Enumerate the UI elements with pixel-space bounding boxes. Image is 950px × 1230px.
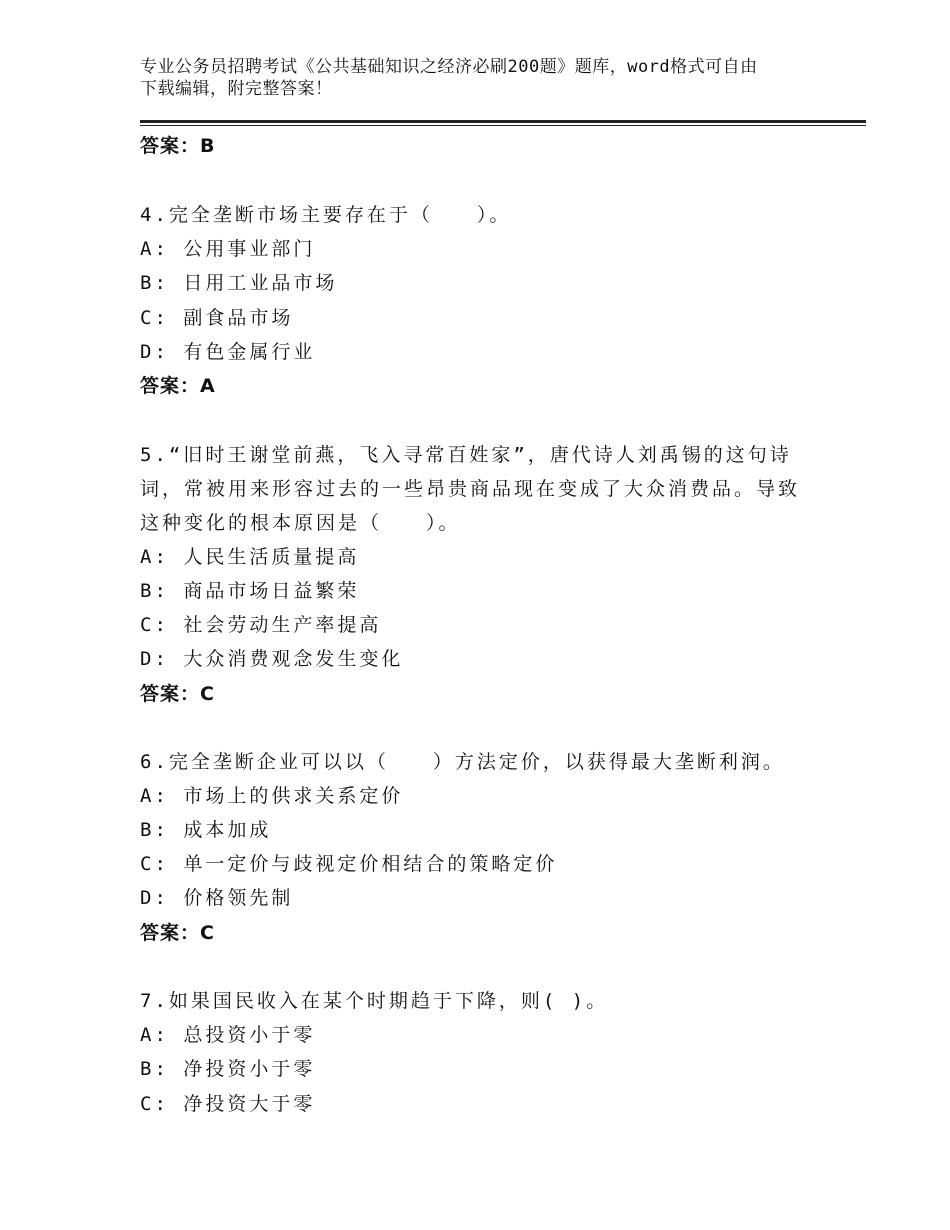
question-7-option-a: A: 总投资小于零: [140, 1024, 316, 1046]
answer-q6: 答案：C: [140, 922, 215, 944]
question-5-option-a: A: 人民生活质量提高: [140, 546, 360, 568]
question-6-option-a: A: 市场上的供求关系定价: [140, 785, 404, 807]
header-line-1: 专业公务员招聘考试《公共基础知识之经济必刷200题》题库，word格式可自由: [140, 57, 758, 77]
answer-q3: 答案：B: [140, 135, 216, 157]
page-header: [140, 56, 820, 100]
question-6-option-c: C: 单一定价与歧视定价相结合的策略定价: [140, 853, 558, 875]
answer-q5: 答案：C: [140, 683, 215, 705]
question-5-option-d: D: 大众消费观念发生变化: [140, 648, 404, 670]
header-line-2: 下载编辑，附完整答案！: [140, 79, 333, 99]
question-4-option-c: C: 副食品市场: [140, 307, 294, 329]
question-5-stem-line-3: 这种变化的根本原因是（ ）。: [140, 512, 461, 534]
answer-q4: 答案：A: [140, 375, 216, 397]
question-7-option-b: B: 净投资小于零: [140, 1058, 316, 1080]
question-6-option-b: B: 成本加成: [140, 819, 272, 841]
question-7-option-c: C: 净投资大于零: [140, 1093, 316, 1115]
question-4-option-a: A: 公用事业部门: [140, 238, 316, 260]
header-rule-thin: [140, 125, 866, 126]
question-6-stem: 6.完全垄断企业可以以（ ）方法定价，以获得最大垄断利润。: [140, 751, 785, 773]
question-5-stem-line-1: 5.“旧时王谢堂前燕，飞入寻常百姓家”，唐代诗人刘禹锡的这句诗: [140, 444, 792, 466]
question-6-option-d: D: 价格领先制: [140, 887, 294, 909]
question-5-stem-line-2: 词，常被用来形容过去的一些昂贵商品现在变成了大众消费品。导致: [140, 478, 801, 500]
question-4-option-d: D: 有色金属行业: [140, 341, 316, 363]
question-4-stem: 4.完全垄断市场主要存在于（ ）。: [140, 204, 512, 226]
question-5-option-b: B: 商品市场日益繁荣: [140, 580, 360, 602]
question-7-stem: 7.如果国民收入在某个时期趋于下降，则( )。: [140, 990, 609, 1012]
question-4-option-b: B: 日用工业品市场: [140, 272, 338, 294]
question-5-option-c: C: 社会劳动生产率提高: [140, 614, 382, 636]
header-rule-thick: [140, 120, 866, 123]
